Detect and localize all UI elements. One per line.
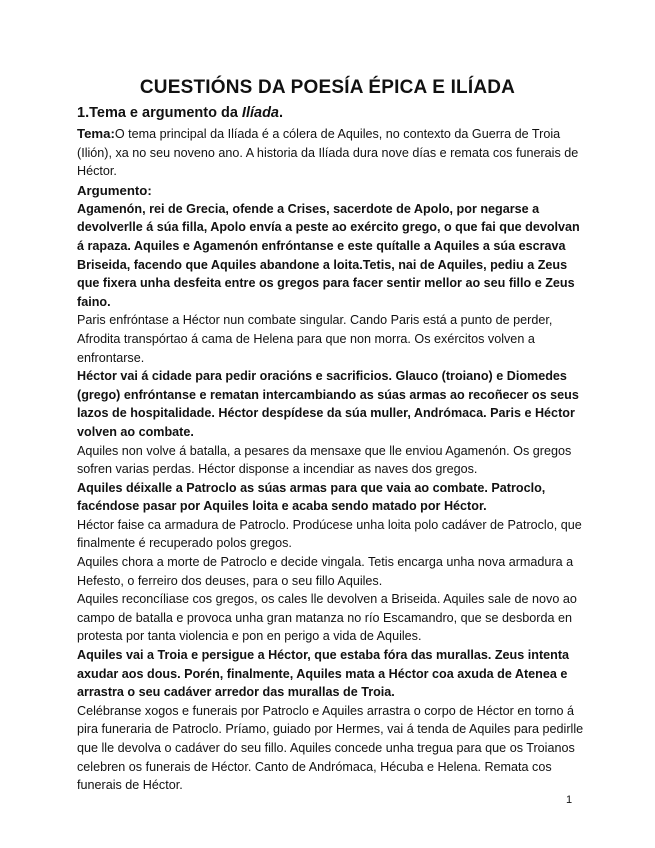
argumento-paragraph: Paris enfróntase a Héctor nun combate singular. Cando Paris está a punto de perder, Afrodita transpórtao á cama de Helena para que non morra. Os exércitos volven a enfrontarse. bbox=[77, 313, 553, 365]
argumento-paragraph: Aquiles chora a morte de Patroclo e decide vingala. Tetis encarga unha nova armadura a Hefesto, o ferreiro dos deuses, para o seu fillo Aquiles. bbox=[77, 555, 574, 588]
argumento-heading: Argumento: bbox=[77, 182, 152, 198]
page-number: 1 bbox=[566, 794, 573, 806]
argumento-paragraph: Aquiles déixalle a Patroclo as súas armas para que vaia ao combate. Patroclo, facéndose pasar por Aquiles loita e acaba sendo matado por Héctor. bbox=[77, 480, 546, 514]
tema-text: O tema principal da Ilíada é a cólera de Aquiles, no contexto da Guerra de Troia (Ilión), xa no seu noveno ano. A historia da Ilíada dura nove días e remata cos funerais de Héctor. bbox=[77, 127, 579, 179]
argumento-paragraph: Héctor vai á cidade para pedir oracións e sacrificios. Glauco (troiano) e Diomedes (grego) enfróntanse e rematan intercambiando as súas armas ao recoñecer os seus lazos de hospitalidade. Héctor despídese da súa muller, Andrómaca. Paris e Héctor volven ao combate. bbox=[77, 369, 579, 439]
section-heading-italic: Ilíada bbox=[241, 105, 279, 121]
argumento-paragraph: Agamenón, rei de Grecia, ofende a Crises, sacerdote de Apolo, por negarse a devolverlle á súa filla, Apolo envía a peste ao exército grego, o que fai que devolvan á rapaza. Aquiles e Agamenón enfróntanse e este quítalle a Aquiles a súa escrava Briseida, facendo que Aquiles abandone a loita.Tetis, nai de Aquiles, pediu a Zeus que fixera unha desfeita entre os gregos para facer sentir mellor ao seu fillo e Zeus faino. bbox=[77, 201, 580, 309]
argumento-paragraphs bbox=[77, 200, 585, 795]
argumento-paragraph: Aquiles non volve á batalla, a pesares da mensaxe que lle enviou Agamenón. Os gregos sofren varias perdas. Héctor disponse a incendiar as naves dos gregos. bbox=[77, 443, 572, 477]
document-body bbox=[77, 101, 585, 795]
tema-paragraph bbox=[77, 125, 585, 181]
section-heading bbox=[77, 101, 585, 125]
section-heading-prefix: 1.Tema e argumento da bbox=[77, 105, 242, 121]
section-heading-suffix: . bbox=[279, 105, 284, 121]
tema-label: Tema: bbox=[77, 126, 115, 141]
argumento-paragraph: Celébranse xogos e funerais por Patroclo e Aquiles arrastra o corpo de Héctor en torno á pira funeraria de Patroclo. Príamo, guiado por Hermes, vai á tenda de Aquiles para pedirlle que lle devolva o cadáver do seu fillo. Aquiles concede unha tregua para que os Troianos celebren os funerais de Héctor. Canto de Andrómaca, Hécuba e Helena. Remata cos funerais de Héctor. bbox=[77, 703, 584, 793]
argumento-paragraph: Aquiles vai a Troia e persigue a Héctor, que estaba fóra das murallas. Zeus intenta axudar aos dous. Porén, finalmente, Aquiles mata a Héctor coa axuda de Atenea e arrastra o seu cadáver arredor das murallas de Troia. bbox=[77, 648, 570, 700]
argumento-paragraph: Aquiles reconcíliase cos gregos, os cales lle devolven a Briseida. Aquiles sale de novo ao campo de batalla e provoca unha gran matanza no río Escamandro, que se desborda en protesta por tanta violencia e pon en perigo a vida de Aquiles. bbox=[77, 592, 577, 644]
argumento-paragraph: Héctor faise ca armadura de Patroclo. Prodúcese unha loita polo cadáver de Patroclo, que finalmente é recuperado polos gregos. bbox=[77, 517, 582, 551]
page-title: CUESTIÓNS DA POESÍA ÉPICA E ILÍADA bbox=[139, 77, 516, 98]
